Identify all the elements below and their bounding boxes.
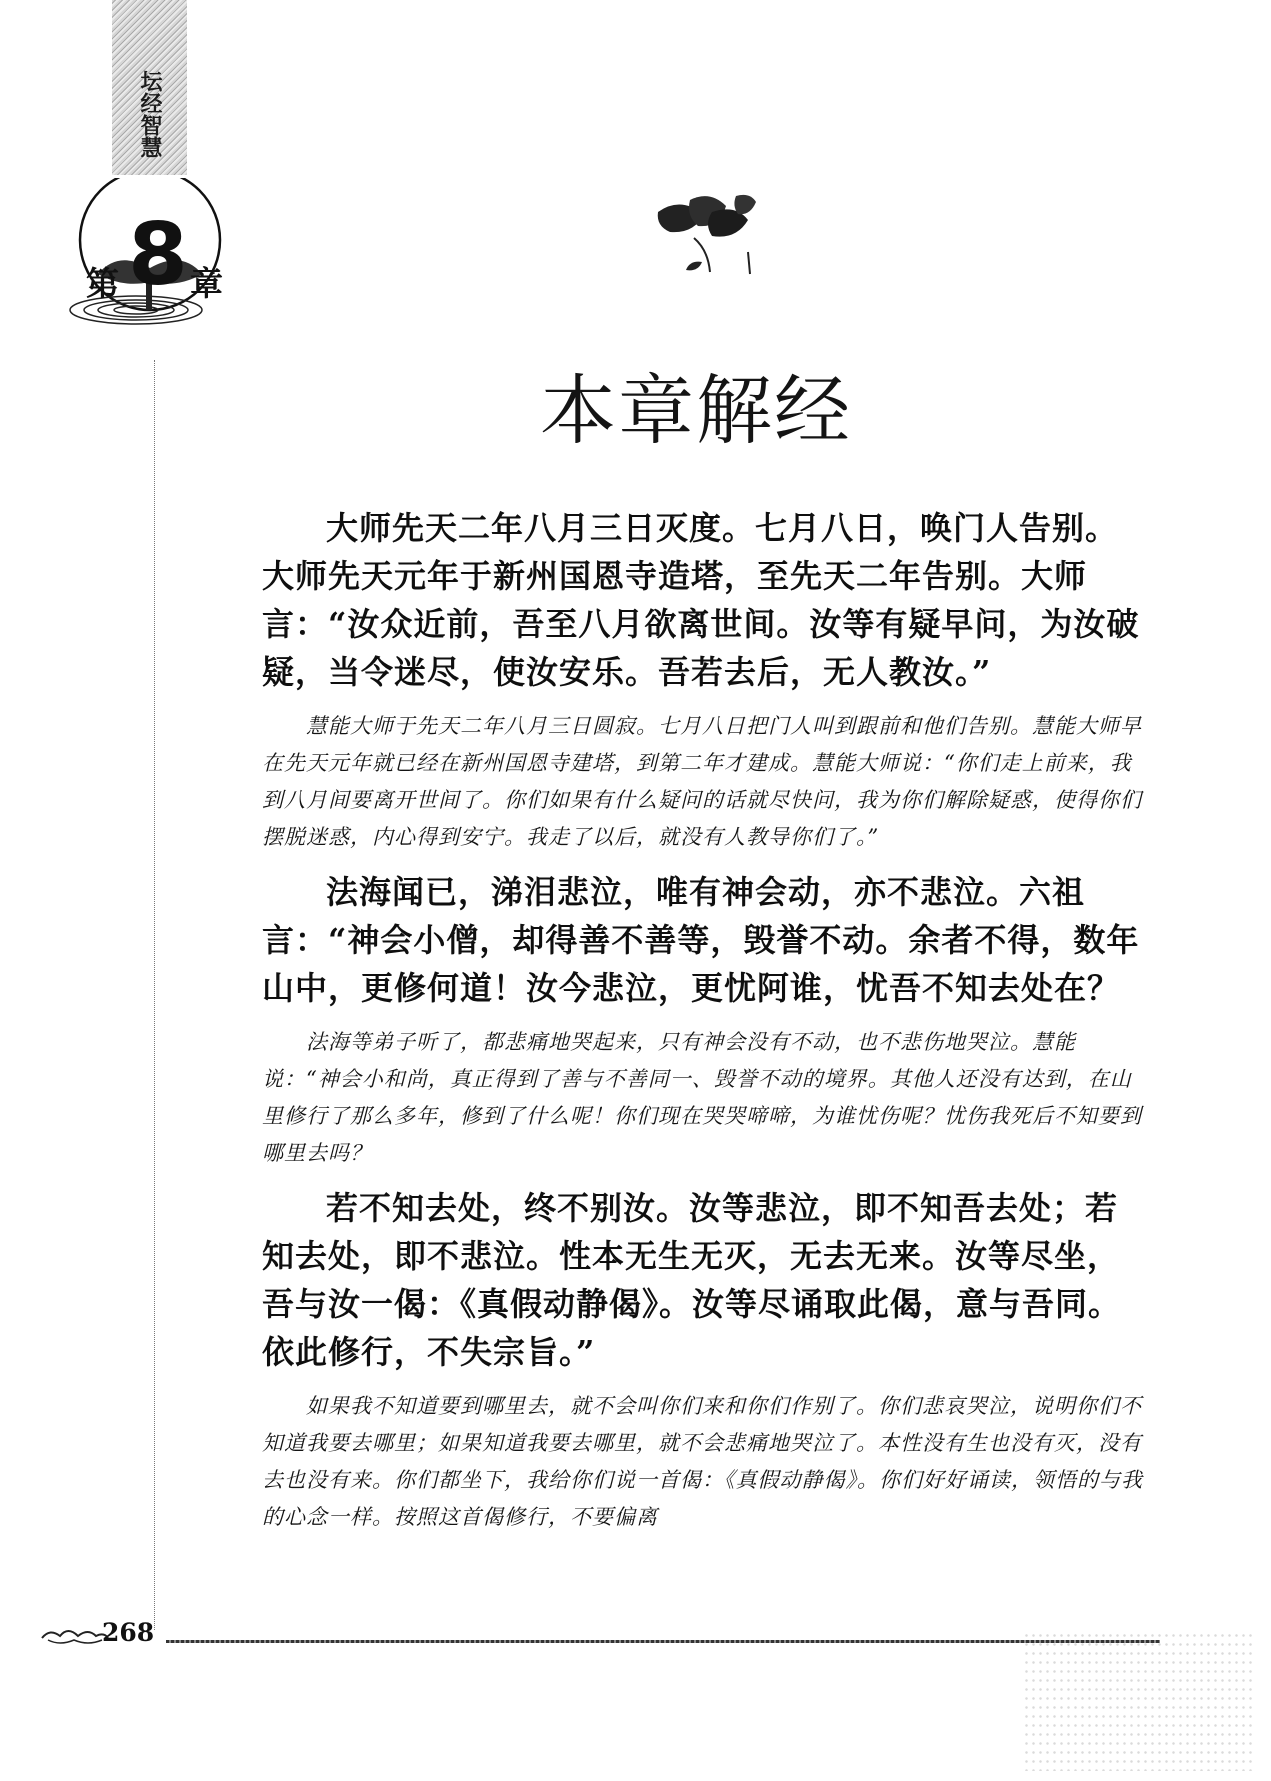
chapter-prefix: 第 [86,264,119,303]
chapter-title: 本章解经 [540,366,852,455]
section-3 [262,1184,1150,1536]
margin-dotted-line [154,360,155,1630]
lotus-icon [650,190,770,285]
explanation-paragraph: 如果我不知道要到哪里去，就不会叫你们来和你们作别了。你们悲哀哭泣，说明你们不知道我要去哪里；如果知道我要去哪里，就不会悲痛地哭泣了。本性没有生也没有灭，没有去也没有来。你们都坐下，我给你们说一首偈：《真假动静偈》。你们好好诵读，领悟的与我的心念一样。按照这首偈修行，不要偏离 [262,1394,1143,1529]
chapter-content [262,504,1150,1548]
chapter-suffix: 章 [190,264,223,303]
side-banner-text: 坛经智慧 [137,70,162,158]
scripture-paragraph: 大师先天二年八月三日灭度。七月八日，唤门人告别。大师先天元年于新州国恩寺造塔，至先天二年告别。大师言：“汝众近前，吾至八月欲离世间。汝等有疑早问，为汝破疑，当令迷尽，使汝安乐。吾若去后，无人教汝。” [262,509,1140,691]
footer-rule [166,1640,1160,1643]
section-2 [262,868,1150,1172]
cloud-ornament-icon [40,1624,110,1646]
scripture-paragraph: 法海闻已，涕泪悲泣，唯有神会动，亦不悲泣。六祖言：“神会小僧，却得善不善等，毁誉不动。余者不得，数年山中，更修何道！汝今悲泣，更忧阿谁，忧吾不知去处在？ [262,873,1140,1007]
explanation-paragraph: 慧能大师于先天二年八月三日圆寂。七月八日把门人叫到跟前和他们告别。慧能大师早在先天元年就已经在新州国恩寺建塔，到第二年才建成。慧能大师说：“你们走上前来，我到八月间要离开世间了。你们如果有什么疑问的话就尽快问，我为你们解除疑惑，使得你们摆脱迷惑，内心得到安宁。我走了以后，就没有人教导你们了。” [262,714,1142,849]
explanation-paragraph: 法海等弟子听了，都悲痛地哭起来，只有神会没有不动，也不悲伤地哭泣。慧能说：“神会小和尚，真正得到了善与不善同一、毁誉不动的境界。其他人还没有达到，在山里修行了那么多年，修到了什么呢！你们现在哭哭啼啼，为谁忧伤呢？忧伤我死后不知要到哪里去吗？ [262,1030,1142,1165]
scripture-paragraph: 若不知去处，终不别汝。汝等悲泣，即不知吾去处；若知去处，即不悲泣。性本无生无灭，无去无来。汝等尽坐，吾与汝一偈：《真假动静偈》。汝等尽诵取此偈，意与吾同。依此修行，不失宗旨。” [262,1189,1122,1371]
page-number: 268 [102,1618,155,1647]
section-1 [262,504,1150,856]
chapter-number: 8 [128,205,188,305]
scan-noise [1023,1631,1253,1771]
